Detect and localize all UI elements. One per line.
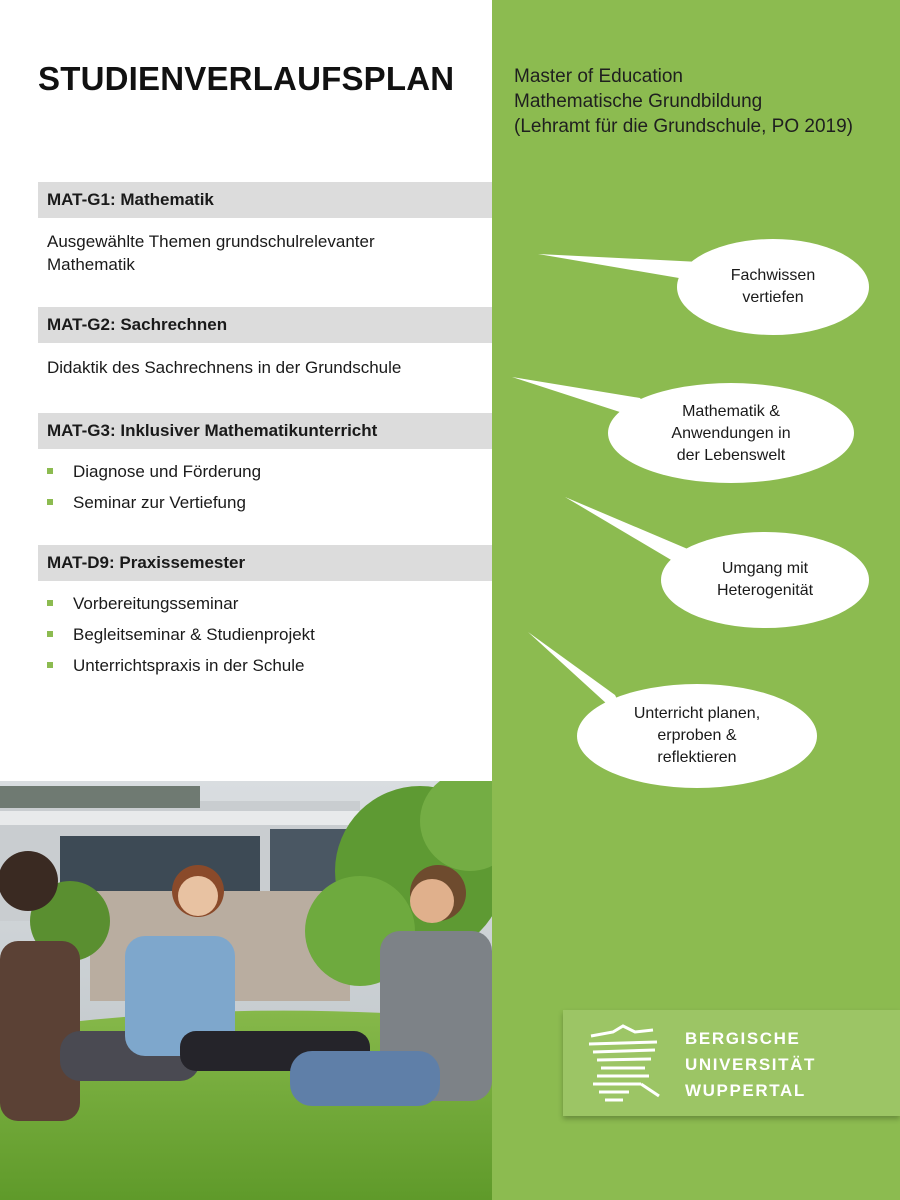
list-item-label: Diagnose und Förderung xyxy=(73,462,262,481)
bubble-line: vertiefen xyxy=(742,289,804,306)
list-item-label: Begleitseminar & Studienprojekt xyxy=(73,625,315,644)
campus-photo xyxy=(0,781,492,1200)
page-title: STUDIENVERLAUFSPLAN xyxy=(38,60,455,97)
university-logo xyxy=(563,1010,900,1116)
module-heading-mat-g2: MAT-G2: Sachrechnen xyxy=(38,307,492,343)
bubble-line: Umgang mit xyxy=(721,560,809,577)
module-heading-mat-g3: MAT-G3: Inklusiver Mathematikunterricht xyxy=(38,413,492,449)
subtitle-line-program: (Lehramt für die Grundschule, PO 2019) xyxy=(514,116,854,137)
module-heading-mat-g1: MAT-G1: Mathematik xyxy=(38,182,492,218)
bubble-text-heterogenitaet xyxy=(661,558,869,602)
list-item-label: Seminar zur Vertiefung xyxy=(73,493,246,512)
subtitle-line-subject: Mathematische Grundbildung xyxy=(514,91,763,112)
list-item-label: Unterrichtspraxis in der Schule xyxy=(73,656,305,675)
module-description-mat-g2: Didaktik des Sachrechnens in der Grundschule xyxy=(47,358,402,377)
bubble-line: erproben & xyxy=(657,727,737,744)
module-description-mat-g1: Ausgewählte Themen grundschulrelevanter Mathematik xyxy=(47,232,375,274)
bubble-text-anwendungen xyxy=(608,401,854,467)
module-heading-mat-d9: MAT-D9: Praxissemester xyxy=(38,545,492,581)
logo-line: UNIVERSITÄT xyxy=(685,1055,816,1074)
logo-line: WUPPERTAL xyxy=(685,1081,806,1100)
bubble-line: Heterogenität xyxy=(716,582,814,599)
lion-icon xyxy=(583,1022,665,1106)
bubble-line: Anwendungen in xyxy=(671,425,791,442)
students-on-lawn-image xyxy=(0,781,492,1200)
bubble-line: Mathematik & xyxy=(682,403,780,420)
logo-line: BERGISCHE xyxy=(685,1029,801,1048)
bubble-line: Unterricht planen, xyxy=(633,705,761,722)
bubble-text-fachwissen xyxy=(677,265,869,309)
university-name xyxy=(685,1026,816,1104)
bubble-line: Fachwissen xyxy=(730,267,816,284)
bubble-text-unterricht xyxy=(577,703,817,769)
bubble-line: reflektieren xyxy=(657,749,737,766)
list-item-label: Vorbereitungsseminar xyxy=(73,594,239,613)
bubble-line: der Lebenswelt xyxy=(676,447,786,464)
subtitle-line-degree: Master of Education xyxy=(514,66,683,87)
